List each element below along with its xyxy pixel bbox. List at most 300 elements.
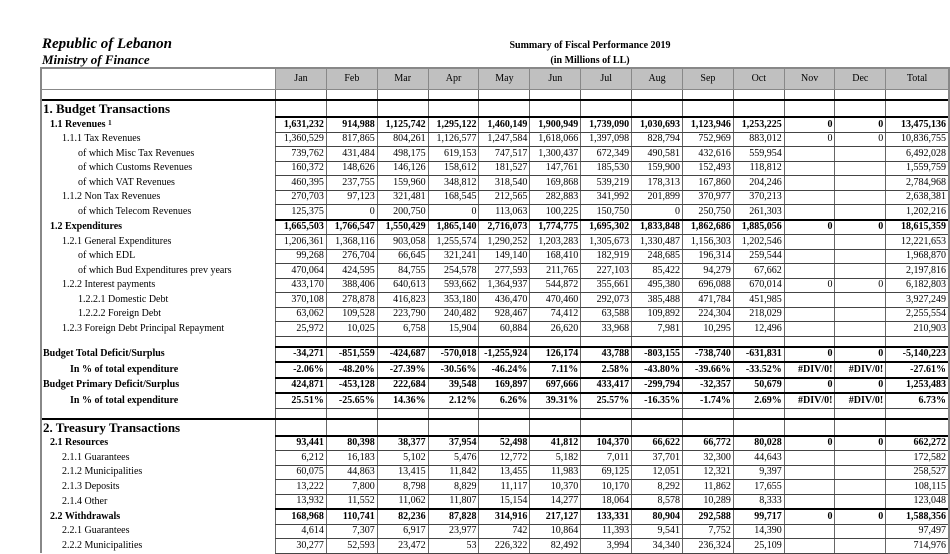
value-cell-nov (784, 494, 835, 509)
value-cell-may: 1,460,149 (479, 117, 530, 132)
value-cell-may: 212,565 (479, 190, 530, 205)
value-cell-mar: 200,750 (377, 205, 428, 220)
row-label-text: Budget Total Deficit/Surplus (43, 348, 165, 360)
value-cell-jun: 544,872 (530, 278, 581, 293)
value-cell-jan: 25.51% (276, 393, 327, 408)
value-cell-total: 714,976 (886, 539, 949, 554)
value-cell-jun: 10,370 (530, 480, 581, 495)
column-header-feb: Feb (326, 68, 377, 90)
value-cell-sep: 292,588 (683, 509, 734, 524)
value-cell-jul: 69,125 (581, 465, 632, 480)
value-cell-aug: 248,685 (632, 249, 683, 264)
empty-cell (632, 419, 683, 436)
row-label (41, 190, 276, 205)
value-cell-may: 742 (479, 524, 530, 539)
value-cell-oct: 559,954 (733, 147, 784, 162)
value-cell-mar: 416,823 (377, 293, 428, 308)
table-row (41, 436, 949, 451)
value-cell-apr: 23,977 (428, 524, 479, 539)
table-row (41, 539, 949, 554)
value-cell-jul: 539,219 (581, 176, 632, 191)
table-row (41, 393, 949, 408)
table-row (41, 176, 949, 191)
empty-cell (733, 100, 784, 117)
spacer-cell (632, 90, 683, 101)
header-blank (41, 68, 276, 90)
value-cell-mar: 146,126 (377, 161, 428, 176)
spacer-cell (683, 408, 734, 419)
value-cell-apr: 1,295,122 (428, 117, 479, 132)
value-cell-jul: 104,370 (581, 436, 632, 451)
spacer-cell (428, 336, 479, 347)
value-cell-total: 2,197,816 (886, 264, 949, 279)
value-cell-apr: 1,865,140 (428, 220, 479, 235)
value-cell-sep: 167,860 (683, 176, 734, 191)
value-cell-apr: 15,904 (428, 322, 479, 337)
value-cell-apr: 11,842 (428, 465, 479, 480)
value-cell-total: 2,255,554 (886, 307, 949, 322)
value-cell-nov (784, 465, 835, 480)
value-cell-may: 15,154 (479, 494, 530, 509)
value-cell-aug: 66,622 (632, 436, 683, 451)
value-cell-jun: 41,812 (530, 436, 581, 451)
value-cell-jun: 126,174 (530, 347, 581, 363)
value-cell-jun: 1,203,283 (530, 235, 581, 250)
value-cell-jan: 470,064 (276, 264, 327, 279)
value-cell-feb: 11,552 (326, 494, 377, 509)
row-label-text: 1.2.2 Interest payments (62, 279, 156, 291)
value-cell-jun: 147,761 (530, 161, 581, 176)
spacer-row (41, 336, 949, 347)
table-row (41, 220, 949, 235)
value-cell-feb: 7,307 (326, 524, 377, 539)
spacer-cell (581, 336, 632, 347)
value-cell-dec (835, 176, 886, 191)
table-row (41, 249, 949, 264)
row-label (41, 132, 276, 147)
value-cell-sep: 66,772 (683, 436, 734, 451)
value-cell-oct: 9,397 (733, 465, 784, 480)
value-cell-apr: 11,807 (428, 494, 479, 509)
table-row (41, 347, 949, 363)
value-cell-may: 1,290,252 (479, 235, 530, 250)
value-cell-aug: 12,051 (632, 465, 683, 480)
value-cell-feb: 388,406 (326, 278, 377, 293)
value-cell-dec (835, 539, 886, 554)
table-row (41, 132, 949, 147)
value-cell-total: 123,048 (886, 494, 949, 509)
row-label (41, 161, 276, 176)
value-cell-jun: 1,618,066 (530, 132, 581, 147)
value-cell-aug: 1,330,487 (632, 235, 683, 250)
value-cell-oct: 118,812 (733, 161, 784, 176)
value-cell-total: 1,968,870 (886, 249, 949, 264)
value-cell-jul: 150,750 (581, 205, 632, 220)
value-cell-aug: 8,578 (632, 494, 683, 509)
value-cell-mar: 6,917 (377, 524, 428, 539)
spacer-cell (326, 408, 377, 419)
value-cell-jul: 292,073 (581, 293, 632, 308)
value-cell-nov: 0 (784, 220, 835, 235)
empty-cell (886, 100, 949, 117)
value-cell-feb: 278,878 (326, 293, 377, 308)
value-cell-oct: 451,985 (733, 293, 784, 308)
value-cell-apr: -30.56% (428, 362, 479, 378)
table-row (41, 451, 949, 466)
empty-cell (276, 419, 327, 436)
value-cell-jun: 1,900,949 (530, 117, 581, 132)
value-cell-apr: 1,126,577 (428, 132, 479, 147)
value-cell-apr: 2.12% (428, 393, 479, 408)
empty-cell (377, 419, 428, 436)
value-cell-mar: 14.36% (377, 393, 428, 408)
value-cell-feb: 52,593 (326, 539, 377, 554)
value-cell-feb: 10,025 (326, 322, 377, 337)
value-cell-sep: 752,969 (683, 132, 734, 147)
value-cell-jul: 1,397,098 (581, 132, 632, 147)
value-cell-total: 3,927,249 (886, 293, 949, 308)
spacer-cell (733, 336, 784, 347)
value-cell-mar: 8,798 (377, 480, 428, 495)
value-cell-mar: 23,472 (377, 539, 428, 554)
value-cell-mar: 640,613 (377, 278, 428, 293)
spacer-cell (886, 336, 949, 347)
value-cell-jul: 3,994 (581, 539, 632, 554)
section-title: 1. Budget Transactions (41, 100, 276, 117)
value-cell-feb: 44,863 (326, 465, 377, 480)
empty-cell (886, 419, 949, 436)
value-cell-feb: -851,559 (326, 347, 377, 363)
spacer-cell (683, 336, 734, 347)
value-cell-feb: 431,484 (326, 147, 377, 162)
row-label-text: of which Misc Tax Revenues (78, 147, 195, 159)
empty-cell (784, 419, 835, 436)
value-cell-feb: 1,368,116 (326, 235, 377, 250)
column-header-oct: Oct (733, 68, 784, 90)
value-cell-oct: 25,109 (733, 539, 784, 554)
value-cell-dec: 0 (835, 347, 886, 363)
value-cell-feb: 16,183 (326, 451, 377, 466)
empty-cell (428, 419, 479, 436)
row-label-text: Budget Primary Deficit/Surplus (43, 379, 180, 391)
row-label (41, 539, 276, 554)
value-cell-jan: 4,614 (276, 524, 327, 539)
empty-cell (835, 100, 886, 117)
value-cell-jun: 470,460 (530, 293, 581, 308)
value-cell-jun: 74,412 (530, 307, 581, 322)
spacer-cell (784, 90, 835, 101)
value-cell-may: 314,916 (479, 509, 530, 524)
spacer-cell (835, 90, 886, 101)
value-cell-mar: 1,550,429 (377, 220, 428, 235)
value-cell-nov: 0 (784, 347, 835, 363)
report-units: (in Millions of LL) (550, 55, 630, 66)
row-label-text: 1.2.1 General Expenditures (62, 235, 172, 247)
value-cell-apr: 158,612 (428, 161, 479, 176)
value-cell-jun: 14,277 (530, 494, 581, 509)
value-cell-may: 277,593 (479, 264, 530, 279)
value-cell-mar: 498,175 (377, 147, 428, 162)
row-label (41, 220, 276, 235)
value-cell-jun: 211,765 (530, 264, 581, 279)
empty-cell (479, 419, 530, 436)
empty-cell (581, 419, 632, 436)
value-cell-sep: 1,862,686 (683, 220, 734, 235)
value-cell-jul: 1,695,302 (581, 220, 632, 235)
value-cell-aug: -803,155 (632, 347, 683, 363)
value-cell-total: 13,475,136 (886, 117, 949, 132)
table-row (41, 465, 949, 480)
spacer-cell (479, 408, 530, 419)
value-cell-sep: -32,357 (683, 378, 734, 394)
value-cell-apr: 321,241 (428, 249, 479, 264)
spacer-cell (530, 90, 581, 101)
value-cell-jun: 169,868 (530, 176, 581, 191)
value-cell-sep: 94,279 (683, 264, 734, 279)
spacer-cell (276, 408, 327, 419)
table-row (41, 264, 949, 279)
value-cell-oct: -631,831 (733, 347, 784, 363)
value-cell-dec: 0 (835, 220, 886, 235)
value-cell-mar: -424,687 (377, 347, 428, 363)
value-cell-nov: 0 (784, 378, 835, 394)
row-label (41, 465, 276, 480)
row-label-text: of which Bud Expenditures prev years (78, 264, 232, 276)
value-cell-jul: 11,393 (581, 524, 632, 539)
value-cell-oct: -33.52% (733, 362, 784, 378)
spacer-cell (886, 90, 949, 101)
value-cell-jul: 341,992 (581, 190, 632, 205)
value-cell-jul: 1,739,090 (581, 117, 632, 132)
value-cell-may: 13,455 (479, 465, 530, 480)
value-cell-jan: 30,277 (276, 539, 327, 554)
empty-cell (479, 100, 530, 117)
value-cell-mar: 13,415 (377, 465, 428, 480)
value-cell-jan: 13,222 (276, 480, 327, 495)
value-cell-nov (784, 524, 835, 539)
value-cell-may: 2,716,073 (479, 220, 530, 235)
value-cell-jun: 1,300,437 (530, 147, 581, 162)
table-row (41, 307, 949, 322)
row-label-text: 2.1.3 Deposits (62, 480, 120, 492)
value-cell-jul: 43,788 (581, 347, 632, 363)
row-label (41, 451, 276, 466)
row-label (41, 235, 276, 250)
row-label-text: of which EDL (78, 250, 136, 262)
spacer-cell (326, 336, 377, 347)
value-cell-apr: -570,018 (428, 347, 479, 363)
value-cell-oct: 218,029 (733, 307, 784, 322)
value-cell-nov: 0 (784, 509, 835, 524)
value-cell-total: 2,638,381 (886, 190, 949, 205)
value-cell-jul: 7,011 (581, 451, 632, 466)
spacer-cell (41, 90, 276, 101)
value-cell-oct: 99,717 (733, 509, 784, 524)
value-cell-apr: 5,476 (428, 451, 479, 466)
value-cell-apr: 0 (428, 205, 479, 220)
column-header-dec: Dec (835, 68, 886, 90)
value-cell-mar: 84,755 (377, 264, 428, 279)
empty-cell (530, 100, 581, 117)
value-cell-dec (835, 451, 886, 466)
value-cell-total: 1,253,483 (886, 378, 949, 394)
value-cell-mar: 321,481 (377, 190, 428, 205)
value-cell-sep: 432,616 (683, 147, 734, 162)
value-cell-total: 10,836,755 (886, 132, 949, 147)
empty-cell (581, 100, 632, 117)
value-cell-jan: 370,108 (276, 293, 327, 308)
spacer-cell (784, 408, 835, 419)
value-cell-may: 747,517 (479, 147, 530, 162)
value-cell-nov: #DIV/0! (784, 393, 835, 408)
value-cell-oct: 14,390 (733, 524, 784, 539)
value-cell-dec (835, 480, 886, 495)
value-cell-oct: 44,643 (733, 451, 784, 466)
value-cell-jun: 1,774,775 (530, 220, 581, 235)
table-row (41, 147, 949, 162)
value-cell-mar: 222,684 (377, 378, 428, 394)
value-cell-aug: 85,422 (632, 264, 683, 279)
value-cell-nov (784, 190, 835, 205)
spacer-cell (276, 336, 327, 347)
spacer-cell (632, 336, 683, 347)
value-cell-may: 149,140 (479, 249, 530, 264)
value-cell-dec (835, 249, 886, 264)
value-cell-total: 210,903 (886, 322, 949, 337)
value-cell-feb: 110,741 (326, 509, 377, 524)
value-cell-total: 6,182,803 (886, 278, 949, 293)
column-header-aug: Aug (632, 68, 683, 90)
row-label-text: 2.1.4 Other (62, 495, 108, 507)
value-cell-feb: -453,128 (326, 378, 377, 394)
value-cell-nov (784, 249, 835, 264)
value-cell-dec: 0 (835, 509, 886, 524)
spacer-cell (479, 90, 530, 101)
value-cell-apr: 87,828 (428, 509, 479, 524)
spacer-cell (784, 336, 835, 347)
value-cell-jun: 168,410 (530, 249, 581, 264)
spacer-cell (886, 408, 949, 419)
value-cell-oct: 259,544 (733, 249, 784, 264)
value-cell-dec: 0 (835, 117, 886, 132)
value-cell-sep: 152,493 (683, 161, 734, 176)
value-cell-jun: 282,883 (530, 190, 581, 205)
column-header-row (41, 68, 949, 90)
value-cell-apr: 53 (428, 539, 479, 554)
value-cell-jun: 7.11% (530, 362, 581, 378)
value-cell-aug: 1,030,693 (632, 117, 683, 132)
value-cell-apr: 8,829 (428, 480, 479, 495)
value-cell-may: 6.26% (479, 393, 530, 408)
spacer-cell (276, 90, 327, 101)
value-cell-jul: 1,305,673 (581, 235, 632, 250)
value-cell-jan: 63,062 (276, 307, 327, 322)
empty-cell (683, 100, 734, 117)
value-cell-oct: 50,679 (733, 378, 784, 394)
value-cell-oct: 17,655 (733, 480, 784, 495)
row-label (41, 524, 276, 539)
table-row (41, 293, 949, 308)
value-cell-nov: 0 (784, 436, 835, 451)
value-cell-may: -1,255,924 (479, 347, 530, 363)
value-cell-nov (784, 322, 835, 337)
value-cell-sep: -1.74% (683, 393, 734, 408)
value-cell-aug: 0 (632, 205, 683, 220)
value-cell-total: 108,115 (886, 480, 949, 495)
value-cell-total: 1,202,216 (886, 205, 949, 220)
value-cell-dec (835, 205, 886, 220)
ministry-name: Ministry of Finance (42, 52, 150, 67)
value-cell-nov (784, 235, 835, 250)
row-label (41, 378, 276, 394)
value-cell-total: 1,559,759 (886, 161, 949, 176)
value-cell-nov (784, 480, 835, 495)
spacer-cell (733, 408, 784, 419)
value-cell-oct: 12,496 (733, 322, 784, 337)
value-cell-jun: 39.31% (530, 393, 581, 408)
value-cell-nov (784, 161, 835, 176)
value-cell-apr: 37,954 (428, 436, 479, 451)
value-cell-dec: #DIV/0! (835, 393, 886, 408)
empty-cell (835, 419, 886, 436)
column-header-nov: Nov (784, 68, 835, 90)
row-label-text: of which Telecom Revenues (78, 206, 192, 217)
value-cell-nov (784, 293, 835, 308)
value-cell-aug: 490,581 (632, 147, 683, 162)
table-row (41, 117, 949, 132)
row-label (41, 293, 276, 308)
row-label (41, 509, 276, 524)
value-cell-aug: 34,340 (632, 539, 683, 554)
value-cell-sep: 696,088 (683, 278, 734, 293)
empty-cell (276, 100, 327, 117)
value-cell-sep: 12,321 (683, 465, 734, 480)
value-cell-may: 226,322 (479, 539, 530, 554)
value-cell-aug: 7,981 (632, 322, 683, 337)
value-cell-jan: 60,075 (276, 465, 327, 480)
row-label (41, 436, 276, 451)
empty-cell (784, 100, 835, 117)
value-cell-total: 172,582 (886, 451, 949, 466)
value-cell-mar: 1,125,742 (377, 117, 428, 132)
row-label (41, 347, 276, 363)
column-header-mar: Mar (377, 68, 428, 90)
row-label (41, 480, 276, 495)
row-label (41, 176, 276, 191)
value-cell-feb: 914,988 (326, 117, 377, 132)
value-cell-apr: 240,482 (428, 307, 479, 322)
value-cell-dec (835, 307, 886, 322)
value-cell-jun: 217,127 (530, 509, 581, 524)
empty-cell (683, 419, 734, 436)
value-cell-nov (784, 539, 835, 554)
row-label-text: 1.2.3 Foreign Debt Principal Repayment (62, 322, 225, 334)
value-cell-sep: 471,784 (683, 293, 734, 308)
value-cell-apr: 1,255,574 (428, 235, 479, 250)
value-cell-total: 2,784,968 (886, 176, 949, 191)
value-cell-sep: -39.66% (683, 362, 734, 378)
footnote-marker: 1 (108, 118, 112, 127)
value-cell-mar: 5,102 (377, 451, 428, 466)
value-cell-jul: 182,919 (581, 249, 632, 264)
value-cell-jan: -34,271 (276, 347, 327, 363)
value-cell-may: 928,467 (479, 307, 530, 322)
value-cell-feb: 109,528 (326, 307, 377, 322)
value-cell-nov (784, 205, 835, 220)
row-label (41, 147, 276, 162)
value-cell-jun: 10,864 (530, 524, 581, 539)
value-cell-sep: 10,295 (683, 322, 734, 337)
